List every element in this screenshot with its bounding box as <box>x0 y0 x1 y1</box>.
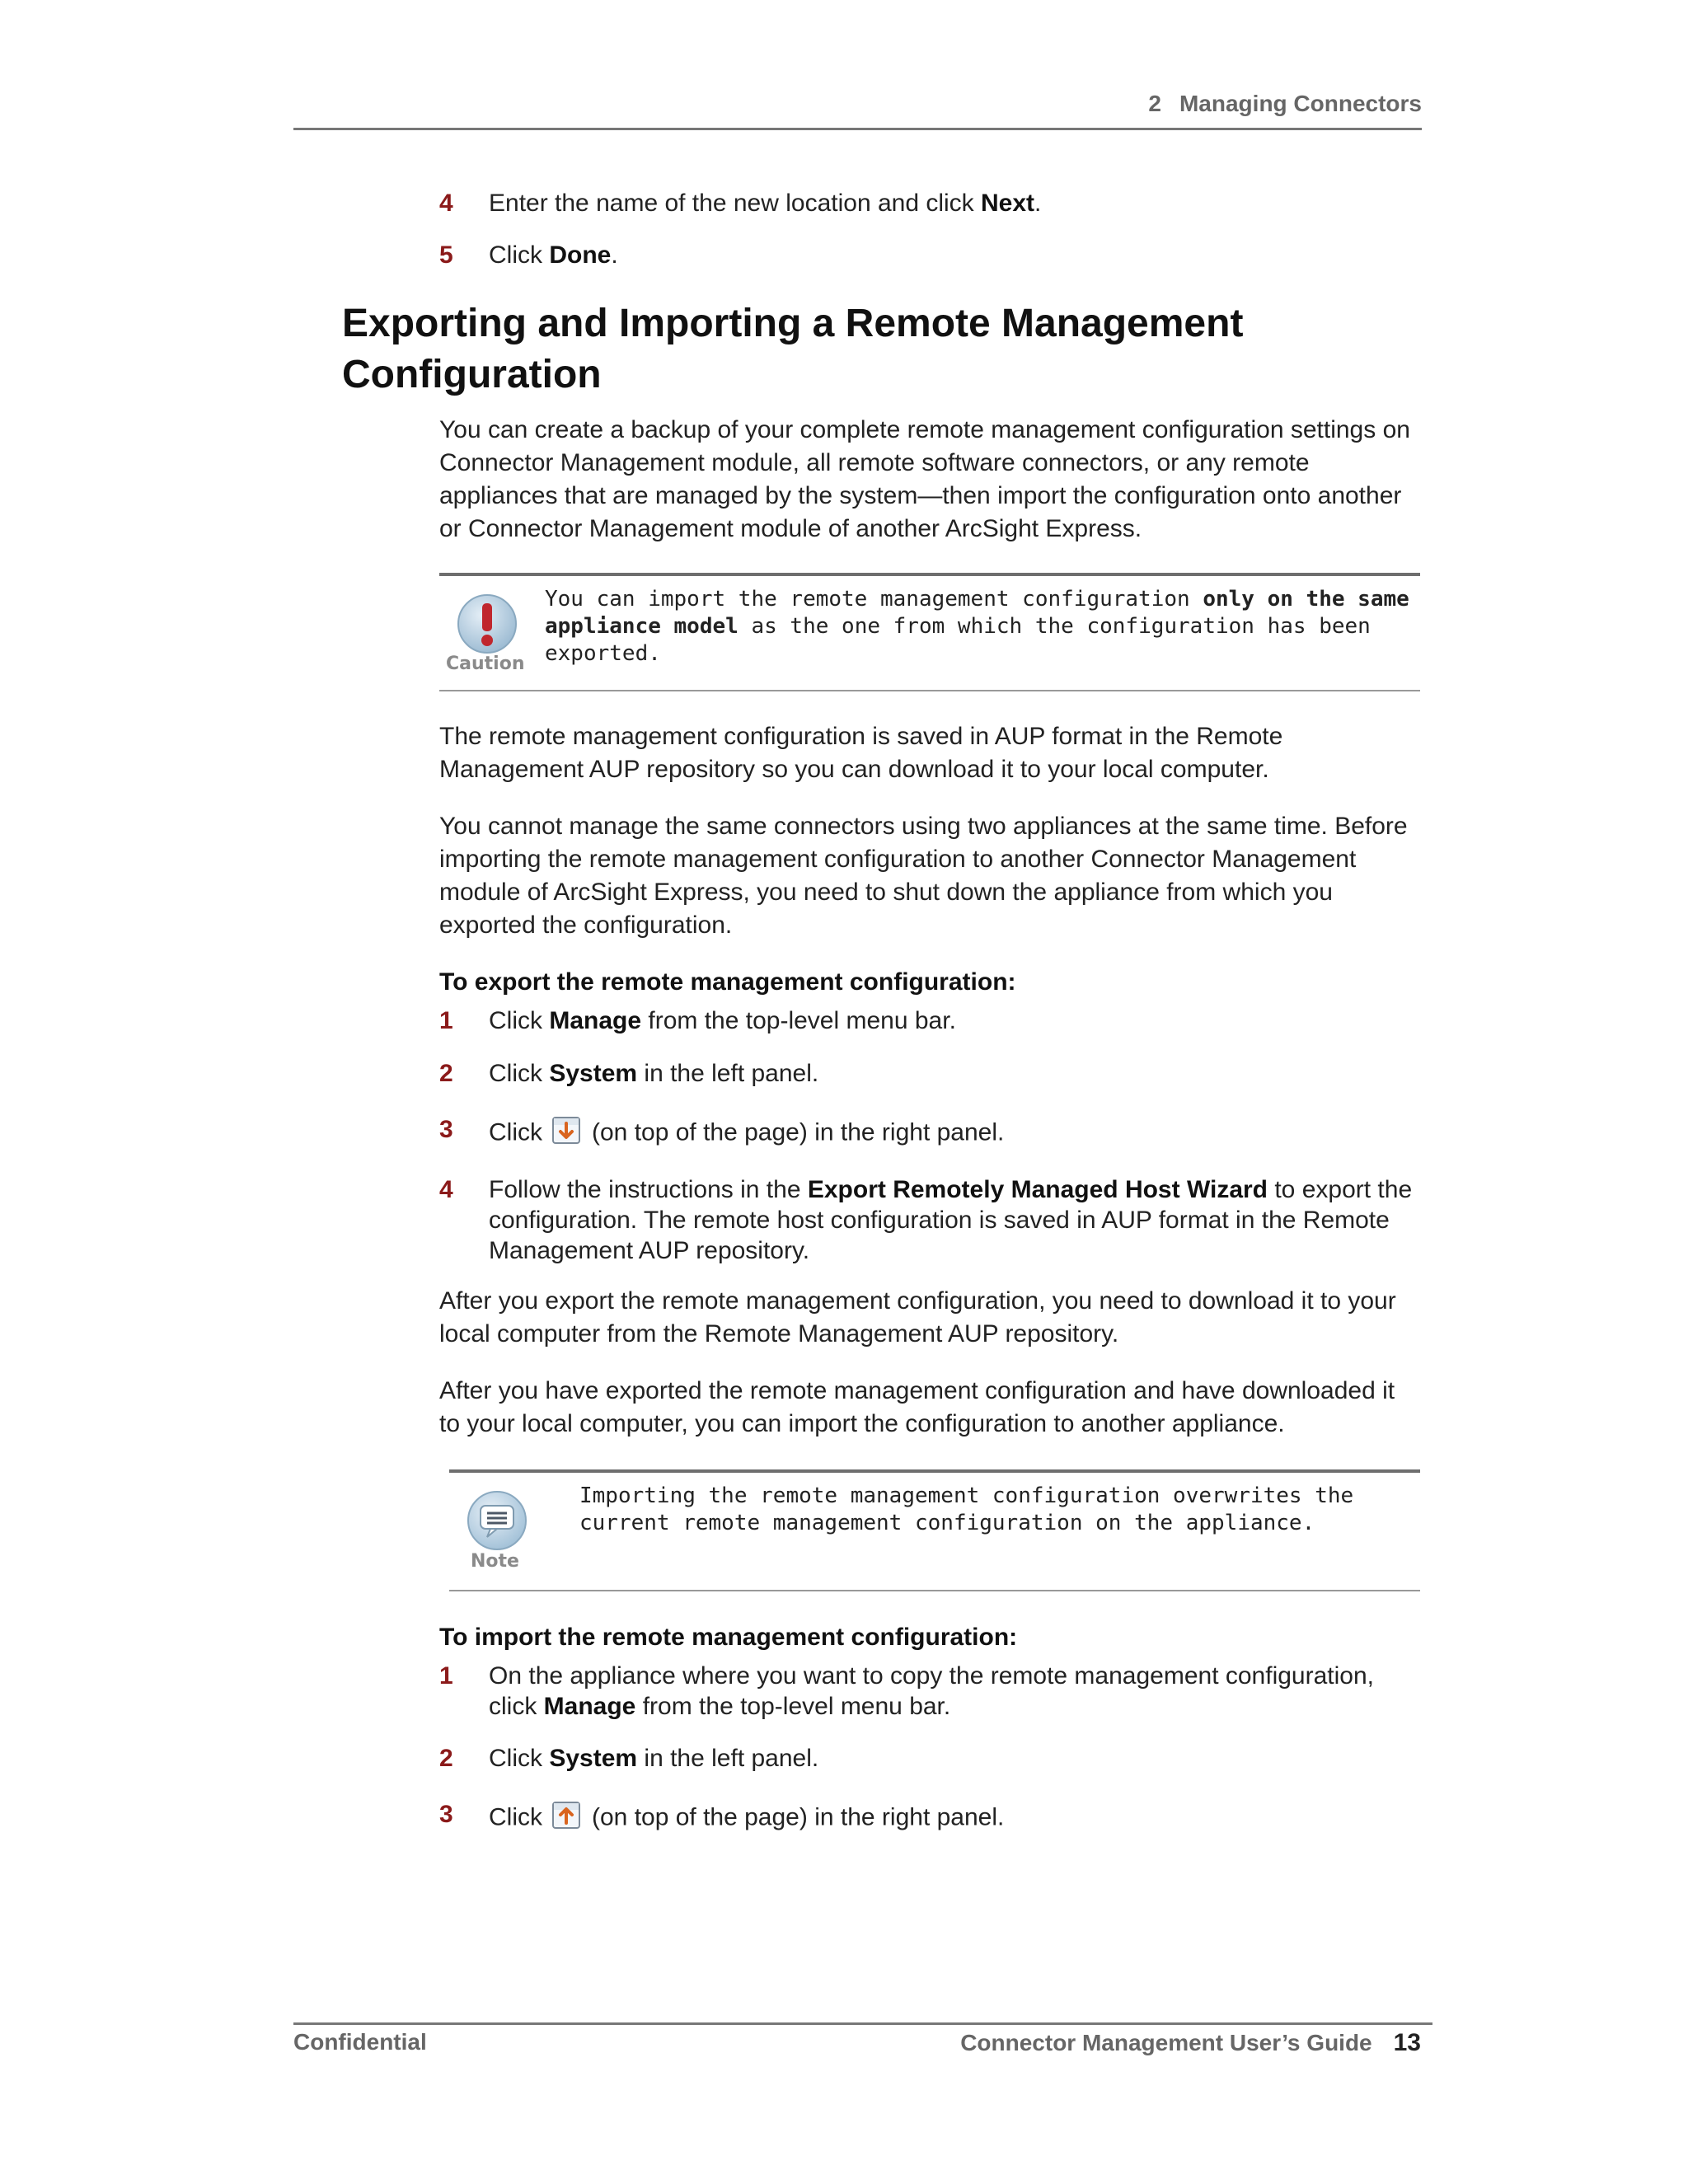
export-download-icon <box>551 1114 582 1153</box>
footer-confidential: Confidential <box>293 2029 427 2055</box>
caution-callout <box>439 573 1420 691</box>
import-step-2: 2 Click System in the left panel. <box>439 1745 819 1772</box>
import-step-1: 1 On the appliance where you want to copy the remote management configuration, click Manage from the top-level menu bar. <box>439 1662 1374 1720</box>
note-label: Note <box>471 1551 519 1572</box>
ui-term-manage: Manage <box>543 1693 636 1720</box>
import-step-3: 3 Click (on top of the page) in the right panel. <box>439 1799 1420 1838</box>
caution-text: You can import the remote management configuration only on the same appliance model as the one from which the configuration has been exported. <box>545 587 1409 666</box>
section-title: Exporting and Importing a Remote Management Configuration <box>342 302 1244 396</box>
step-number: 1 <box>439 1662 453 1690</box>
step-number: 3 <box>439 1116 453 1143</box>
header-rule <box>293 128 1422 130</box>
ui-term-system: System <box>549 1745 638 1772</box>
step-number: 5 <box>439 241 453 269</box>
import-heading: To import the remote management configuration: <box>439 1624 1018 1651</box>
export-step-3: 3 Click (on top of the page) in the right panel. <box>439 1114 1420 1153</box>
export-step-2: 2 Click System in the left panel. <box>439 1060 819 1087</box>
footer-rule <box>293 2022 1432 2025</box>
export-step-4: 4 Follow the instructions in the Export Remotely Managed Host Wizard to export the configuration. The remote host configuration is saved in AUP format in the Remote Management AUP repository. <box>439 1176 1413 1264</box>
running-header <box>1148 91 1422 117</box>
ui-term-system: System <box>549 1060 638 1087</box>
ui-term-next: Next <box>981 190 1035 217</box>
export-heading: To export the remote management configuration: <box>439 968 1016 996</box>
exclamation-icon <box>456 593 518 659</box>
chapter-title: Managing Connectors <box>1179 91 1422 116</box>
intro-paragraph: You can create a backup of your complete remote management configuration settings on Connector Management module, all remote software connectors, or any remote appliances that are managed by the system—then import the configuration onto another or Connector Management module of another ArcSight Express. <box>439 416 1410 542</box>
ui-term-manage: Manage <box>549 1007 642 1034</box>
note-callout <box>449 1469 1420 1591</box>
page-number: 13 <box>1393 2029 1421 2056</box>
footer-guide <box>960 2029 1421 2057</box>
chapter-number: 2 <box>1148 91 1161 116</box>
after-export-paragraph: After you export the remote management configuration, you need to download it to your local computer from the Remote Management AUP repository. <box>439 1287 1396 1347</box>
ui-term-done: Done <box>549 241 612 269</box>
step-number: 4 <box>439 1176 453 1203</box>
intro-step-5: 5 Click Done. <box>439 241 618 269</box>
note-icon <box>466 1489 528 1556</box>
footer-guide-title: Connector Management User’s Guide <box>960 2030 1372 2055</box>
after-download-paragraph: After you have exported the remote management configuration and have downloaded it to your local computer, you can import the configuration to another appliance. <box>439 1377 1395 1437</box>
step-number: 3 <box>439 1801 453 1828</box>
aup-paragraph: The remote management configuration is saved in AUP format in the Remote Management AUP repository so you can download it to your local computer. <box>439 723 1283 783</box>
caution-label: Caution <box>446 654 525 674</box>
intro-step-4: 4 Enter the name of the new location and click Next. <box>439 190 1042 217</box>
import-upload-icon <box>551 1799 582 1838</box>
export-step-1: 1 Click Manage from the top-level menu bar. <box>439 1007 956 1034</box>
step-number: 4 <box>439 190 453 217</box>
ui-term-export-wizard: Export Remotely Managed Host Wizard <box>807 1176 1268 1203</box>
step-number: 2 <box>439 1745 453 1772</box>
note-text: Importing the remote management configuration overwrites the current remote management configuration on the appliance. <box>579 1483 1354 1535</box>
cannot-manage-paragraph: You cannot manage the same connectors using two appliances at the same time. Before importing the remote management configuration to another Connector Management module of ArcSight Express, you need to shut down the appliance from which you exported the configuration. <box>439 813 1408 939</box>
step-number: 1 <box>439 1007 453 1034</box>
step-number: 2 <box>439 1060 453 1087</box>
